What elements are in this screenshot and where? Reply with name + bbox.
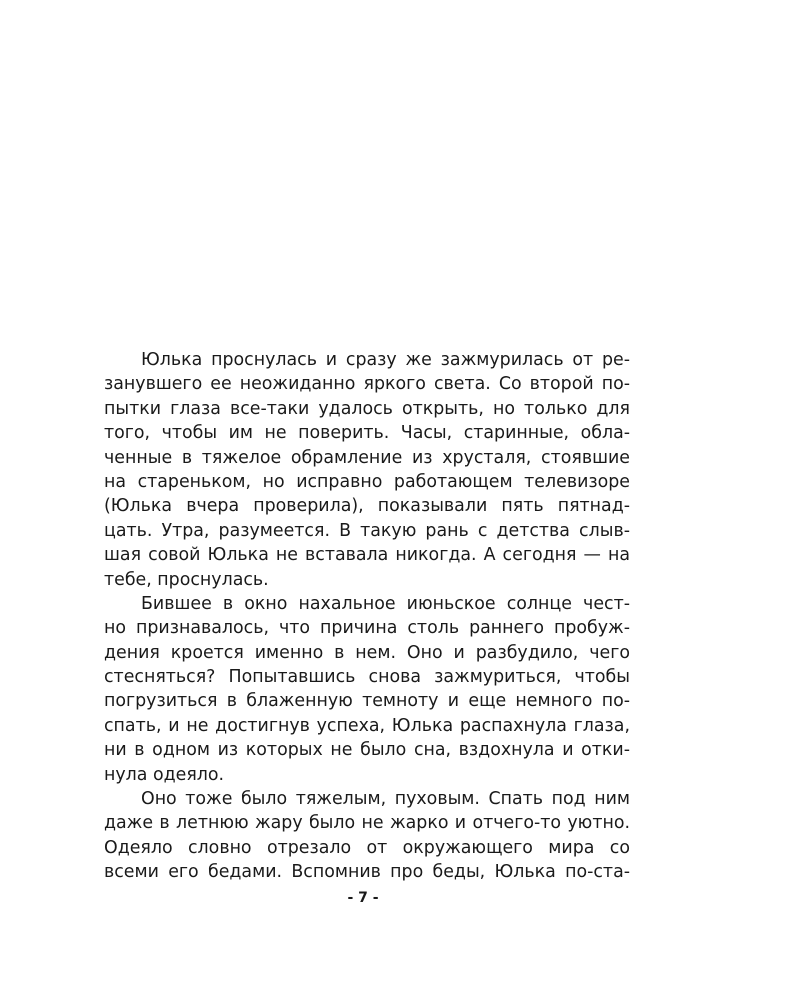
- text-line: погрузиться в блаженную темноту и еще немного по-: [104, 691, 630, 712]
- text-line: Одеяло словно отрезало от окружающего мира со: [104, 837, 630, 858]
- text-line: на стареньком, но исправно работающем телевизоре: [104, 471, 630, 492]
- text-line: но признавалось, что причина столь раннего пробуж-: [104, 618, 630, 639]
- text-line: занувшего ее неожиданно яркого света. Со второй по-: [104, 374, 630, 395]
- body-text: [104, 348, 630, 885]
- text-line: (Юлька вчера проверила), показывали пять пятнад-: [104, 496, 630, 517]
- text-line: даже в летнюю жару было не жарко и отчего-то уютно.: [104, 813, 630, 834]
- text-line: шая совой Юлька не вставала никогда. А сегодня — на: [104, 545, 630, 566]
- text-line: пытки глаза все-таки удалось открыть, но только для: [104, 398, 630, 419]
- page-number: - 7 -: [347, 890, 379, 906]
- text-line: стесняться? Попытавшись снова зажмуриться, чтобы: [104, 667, 630, 688]
- text-line: Юлька проснулась и сразу же зажмурилась от ре-: [141, 350, 630, 370]
- text-line: спать, и не достигнув успеха, Юлька распахнула глаза,: [104, 715, 630, 736]
- text-line: цать. Утра, разумеется. В такую рань с детства слыв-: [104, 520, 630, 541]
- text-line: ченные в тяжелое обрамление из хрусталя, стоявшие: [104, 447, 630, 468]
- text-line: всеми его бедами. Вспомнив про беды, Юлька по-ста-: [104, 862, 630, 883]
- text-line: тебе, проснулась.: [104, 569, 269, 590]
- text-line: Оно тоже было тяжелым, пуховым. Спать под ним: [141, 789, 630, 810]
- text-line: нула одеяло.: [104, 764, 225, 785]
- text-line: дения кроется именно в нем. Оно и разбудило, чего: [104, 642, 630, 663]
- text-line: Бившее в окно нахальное июньское солнце чест-: [141, 593, 630, 614]
- text-line: того, чтобы им не поверить. Часы, старинные, обла-: [104, 423, 630, 444]
- text-line: ни в одном из которых не было сна, вздохнула и отки-: [104, 740, 630, 761]
